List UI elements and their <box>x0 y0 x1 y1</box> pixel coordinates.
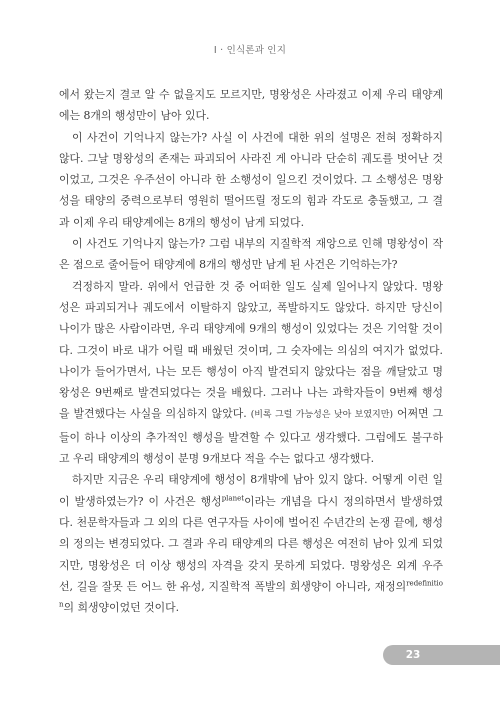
paragraph-3: 이 사건도 기억나지 않는가? 그럼 내부의 지질학적 재앙으로 인해 명왕성이 작은 점으로 줄어들어 태양계에 8개의 행성만 남게 된 사건은 기억하는가? <box>59 237 443 272</box>
paragraph-5 <box>59 469 443 618</box>
paragraph-4-text-after: 어쩌면 그들이 하나 이상의 추가적인 행성을 발견할 수 있다고 생각했다. 그럼에도 불구하고 우리 태양계의 행성이 분명 9개보다 적을 수는 없다고 생각했다. <box>59 407 444 466</box>
parenthetical-note: (비록 그럴 가능성은 낮아 보였지만) <box>250 410 393 421</box>
gloss-planet: planet <box>221 494 245 503</box>
paragraph-1: 에서 왔는지 결코 알 수 없을지도 모르지만, 명왕성은 사라졌고 이제 우리 태양계에는 8개의 행성만이 남아 있다. <box>59 88 443 123</box>
paragraph-5-text-end: 의 희생양이었던 것이다. <box>63 601 180 615</box>
gloss-redefinition: redefinition <box>59 579 443 609</box>
paragraph-2: 이 사건이 기억나지 않는가? 사실 이 사건에 대한 위의 설명은 전혀 정확하지 않다. 그날 명왕성의 존재는 파괴되어 사라진 게 아니라 단순히 궤도를 벗어난 것이었고, 그것은 우주선이 아니라 한 소행성이 일으킨 것이었다. 그 소행성은 명왕성을 태양의 중력으로부터 영원히 떨어뜨릴 정도의 힘과 각도로 충돌했고, 그 결과 이제 우리 태양계에는 8개의 행성이 남게 되었다. <box>59 130 443 229</box>
body-text <box>59 84 443 618</box>
page-number: 23 <box>405 649 421 661</box>
paragraph-4 <box>59 276 443 470</box>
page-number-tab <box>383 645 443 665</box>
page-tab-extension <box>443 645 500 665</box>
paragraph-5-text-mid: 이라는 개념을 다시 정의하면서 발생하였다. 천문학자들과 그 외의 다른 연구자들 사이에 벌어진 수년간의 논쟁 끝에, 행성의 정의는 변경되었다. 그 결과 우리 태양계의 다른 행성은 여전히 남아 있게 되었지만, 명왕성은 더 이상 행성의 자격을 갖지 못하게 되었다. 명왕성은 외계 우주선, 길을 잘못 든 어느 한 유성, 지질학적 폭발의 희생양이 아니라, 재정의 <box>59 494 443 593</box>
paragraph-4-text: 걱정하지 말라. 위에서 언급한 것 중 어떠한 일도 실제 일어나지 않았다. 명왕성은 파괴되거나 궤도에서 이탈하지 않았고, 폭발하지도 않았다. 하지만 당신이 나이가 많은 사람이라면, 우리 태양계에 9개의 행성이 있었다는 것은 기억할 것이다. 그것이 바로 내가 어릴 때 배웠던 것이며, 그 숫자에는 의심의 여지가 없었다. 나이가 들어가면서, 나는 모든 행성이 아직 발견되지 않았다는 점을 깨달았고 명왕성은 9번째로 발견되었다는 것을 배웠다. 그러나 나는 과학자들이 9번째 행성을 발견했다는 사실을 의심하지 않았다. <box>59 279 443 421</box>
running-header: Ⅰ · 인식론과 인지 <box>213 45 287 56</box>
paragraph-5-text: 하지만 지금은 우리 태양계에 행성이 8개밖에 남아 있지 않다. 어떻게 이런 일이 발생하였는가? 이 사건은 행성 <box>59 473 443 508</box>
